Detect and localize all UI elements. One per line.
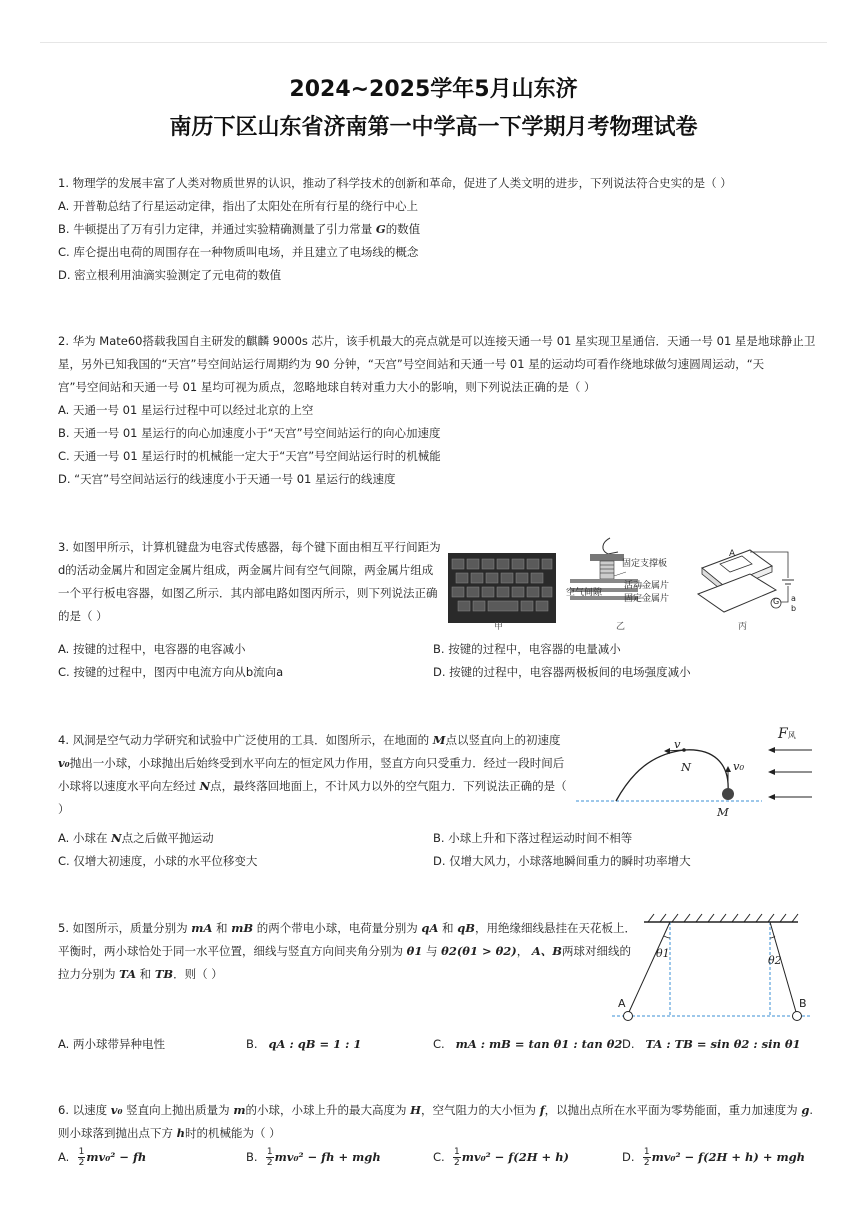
q3-fig-label-fixed-support: 固定支撑板 [622,559,668,569]
q6-l1-a: 6. 以速度 [58,1103,111,1117]
q1-b-symbol: G [375,222,386,236]
q6-f: f [539,1103,545,1117]
q5-TA: TA [119,967,137,981]
q6-l2-b: 时的机械能为（ ） [185,1126,281,1140]
q6-v0: v₀ [110,1103,123,1117]
q4-l1-sym: M [432,733,446,747]
q6-c-label: C. [433,1150,445,1164]
q5-l2-d: 两球对细线的 [562,944,632,958]
q3-fig-label-G: G [773,597,780,606]
q6-d-half [643,1147,651,1168]
q5-TB: TB [154,967,174,981]
q2-option-b: B. 天通一号 01 星运行的向心加速度小于“天宫”号空间站运行的向心加速度 [58,426,441,440]
q6-l1-d: ，空气阻力的大小恒为 [421,1103,540,1117]
q6-g: g [801,1103,810,1117]
q5-AB: A、B [531,944,563,958]
q4-l3-a: 小球将以速度水平向左经过 [58,779,200,793]
q4-option-c: C. 仅增大初速度，小球的水平位移变大 [58,854,258,868]
q3-fig-label-jia: 甲 [494,622,504,632]
q5-option-c [433,1033,622,1056]
q5-l1-a: 5. 如图所示，质量分别为 [58,921,192,935]
q6-c-den: 2 [454,1158,460,1168]
q6-b-half [266,1147,274,1168]
q6-d-label: D. [622,1150,635,1164]
q6-l2-a: 则小球落到抛出点下方 [58,1126,177,1140]
q3-option-d: D. 按键的过程中，电容器两极板间的电场强度减小 [433,665,691,679]
q5-l3-b: 和 [136,967,155,981]
q6-d-expr: mv₀² − f(2H + h) + mgh [651,1150,806,1164]
q3-line1: 3. 如图甲所示，计算机键盘为电容式传感器，每个键下面由相互平行间距为 [58,540,441,554]
q6-l1-c: 的小球，小球上升的最大高度为 [245,1103,411,1117]
q5-fig-label-theta1: θ1 [656,947,670,960]
q6-c-half [453,1147,461,1168]
q5-c-label: C. [433,1037,445,1051]
q5-option-d [622,1033,801,1056]
page-title-line2: 南历下区山东省济南第一中学高一下学期月考物理试卷 [169,115,698,140]
q6-b-den: 2 [266,1158,273,1168]
q5-option-a: A. 两小球带异种电性 [58,1037,165,1051]
q6-h: h [176,1126,186,1140]
q3-fig-label-fixed-plate: 固定金属片 [624,594,670,604]
q5-line1 [58,917,636,940]
q5-b-expr: qA : qB = 1 : 1 [268,1037,362,1051]
q6-d-num: 1 [643,1147,650,1157]
q6-option-a [58,1146,146,1169]
q4-l2-sym: v₀ [58,756,70,770]
q5-line2 [58,940,631,963]
q1-stem: 1. 物理学的发展丰富了人类对物质世界的认识，推动了科学技术的创新和革命，促进了人类文明的进步，下列说法符合史实的是（ ） [58,176,732,190]
q4-l1-a: 4. 风洞是空气动力学研究和试验中广泛使用的工具．如图所示，在地面的 [58,733,433,747]
q1-option-a: A. 开普勒总结了行星运动定律，指出了太阳处在所有行星的绕行中心上 [58,199,418,213]
q5-line3 [58,963,223,986]
q5-c-expr: mA : mB = tan θ1 : tan θ2 [455,1037,623,1051]
q5-fig-label-A: A [618,997,626,1010]
q5-t1: θ1 [406,944,423,958]
q6-d-den: 2 [643,1158,650,1168]
q6-b-label: B. [246,1150,258,1164]
q2-option-c: C. 天通一号 01 星运行时的机械能一定大于“天宫”号空间站运行时的机械能 [58,449,441,463]
q5-b-label: B. [246,1037,258,1051]
q6-b-num: 1 [266,1147,273,1157]
q3-fig-label-bing: 丙 [738,622,748,632]
q1-b-text: B. 牛顿提出了万有引力定律，并通过实验精确测量了引力常量 [58,222,376,236]
q3-line2: d的活动金属片和固定金属片组成，两金属片间有空气间隙，两金属片组成 [58,563,434,577]
q6-l1-e: ，以抛出点所在水平面为零势能面，重力加速度为 [544,1103,802,1117]
q6-option-b [246,1146,381,1169]
q5-t2cond: θ2(θ1 > θ2) [441,944,517,958]
q5-d-label: D. [622,1037,635,1051]
q4-fig-label-v: v [674,737,681,751]
q2-line1: 2. 华为 Mate60搭载我国自主研发的麒麟 9000s 芯片，该手机最大的亮点就是可以连接天通一号 01 星实现卫星通信．天通一号 01 星是地球静止卫 [58,334,816,348]
q6-l1-f: . [809,1103,814,1117]
q5-l1-c: ，用绝缘细线悬挂在天花板上． [474,921,636,935]
q6-a-label: A. [58,1150,70,1164]
q5-l3-c: ．则（ ） [173,967,223,981]
q4-line4: ） [58,802,70,816]
q5-l2-a: 平衡时，两小球恰处于同一水平位置，细线与竖直方向间夹角分别为 [58,944,407,958]
q5-figure-pendulums [608,910,814,1028]
q4-option-a [58,827,214,850]
q6-option-d [622,1146,805,1169]
q1-option-b [58,218,420,241]
q5-qA: qA [421,921,439,935]
q5-l2-c: ， [516,944,532,958]
q3-fig-label-yi: 乙 [616,622,626,632]
q5-mB: mB [231,921,254,935]
q4-line2 [58,752,564,775]
q5-mA: mA [191,921,213,935]
q3-fig-label-a: a [791,594,796,603]
page-title-line1: 2024~2025学年5月山东济 [289,77,578,102]
q1-option-d: D. 密立根利用油滴实验测定了元电荷的数值 [58,268,282,282]
q6-c-num: 1 [454,1147,460,1157]
q3-figure-keyboard [448,553,556,623]
q4-fig-label-N: N [681,760,692,774]
q2-line3: 宫”号空间站和天通一号 01 星均可视为质点，忽略地球自转对重力大小的影响，则下列说法正确的是（ ） [58,380,596,394]
q4-line1 [58,729,561,752]
q6-b-expr: mv₀² − fh + mgh [274,1150,381,1164]
q3-fig-label-A: A [729,549,736,559]
q6-c-expr: mv₀² − f(2H + h) [461,1150,570,1164]
q6-line1 [58,1099,813,1122]
q1-option-c: C. 库仑提出电荷的周围存在一种物质叫电场，并且建立了电场线的概念 [58,245,419,259]
q6-m: m [233,1103,246,1117]
q5-fig-label-B: B [799,997,807,1010]
q3-option-c: C. 按键的过程中，图丙中电流方向从b流向a [58,665,284,679]
q3-option-b: B. 按键的过程中，电容器的电量减小 [433,642,621,656]
q4-fig-F: F [778,726,788,742]
q6-a-den: 2 [78,1158,85,1168]
q6-l1-b: 竖直向上抛出质量为 [122,1103,234,1117]
q3-line3: 一个平行板电容器，如图乙所示．其内部电路如图丙所示，则下列说法正确 [58,586,438,600]
q4-l1-b: 点以竖直向上的初速度 [445,733,561,747]
q3-figure-key-structure [564,530,684,622]
q3-fig-label-air-gap: 空气间隙 [566,588,603,598]
q5-l1-b: 的两个带电小球，电荷量分别为 [253,921,422,935]
q3-fig-label-b: b [791,604,797,613]
q4-line3 [58,775,567,798]
q1-b-text-end: 的数值 [385,222,421,236]
q4-option-d: D. 仅增大风力，小球落地瞬间重力的瞬时功率增大 [433,854,691,868]
q6-a-num: 1 [78,1147,85,1157]
q4-fig-label-M: M [717,805,729,819]
q6-H: H [410,1103,422,1117]
q5-qB: qB [457,921,475,935]
q3-fig-label-moving-plate: 活动金属片 [624,581,670,591]
top-divider [40,42,827,43]
q5-d-expr: TA : TB = sin θ2 : sin θ1 [645,1037,801,1051]
q5-fig-label-theta2: θ2 [768,954,782,967]
q3-option-a: A. 按键的过程中，电容器的电容减小 [58,642,246,656]
q4-a-pre: A. 小球在 [58,831,112,845]
q5-and2: 和 [438,921,458,935]
q4-l2-b: 抛出一小球，小球抛出后始终受到水平向左的恒定风力作用，竖直方向只受重力．经过一段时间后 [69,756,565,770]
q6-option-c [433,1146,569,1169]
q4-l3-b: 点，最终落回地面上，不计风力以外的空气阻力．下列说法正确的是（ [210,779,567,793]
q2-option-a: A. 天通一号 01 星运行过程中可以经过北京的上空 [58,403,314,417]
q4-fig-F-sub: 风 [787,731,796,740]
q5-l3-a: 拉力分别为 [58,967,120,981]
q6-line2 [58,1122,281,1145]
q2-option-d: D. “天宫”号空间站运行的线速度小于天通一号 01 星运行的线速度 [58,472,396,486]
q5-and: 和 [212,921,232,935]
q4-fig-label-v0: v₀ [733,759,745,773]
q3-figure-circuit [690,540,815,622]
q4-a-post: 点之后做平抛运动 [121,831,214,845]
q5-l2-b: 与 [422,944,442,958]
q6-a-expr: mv₀² − fh [86,1150,147,1164]
q4-option-b: B. 小球上升和下落过程运动时间不相等 [433,831,633,845]
q4-a-sym: N [111,831,122,845]
q5-option-b [246,1033,361,1056]
q4-fig-label-F [778,723,796,747]
q2-line2: 星，另外已知我国的“天宫”号空间站运行周期约为 90 分钟，“天宫”号空间站和天通一号 01 星的运动均可看作绕地球做匀速圆周运动，“天 [58,357,765,371]
q4-l3-sym: N [199,779,211,793]
q3-line4: 的是（ ） [58,609,108,623]
q6-a-half [78,1147,86,1168]
